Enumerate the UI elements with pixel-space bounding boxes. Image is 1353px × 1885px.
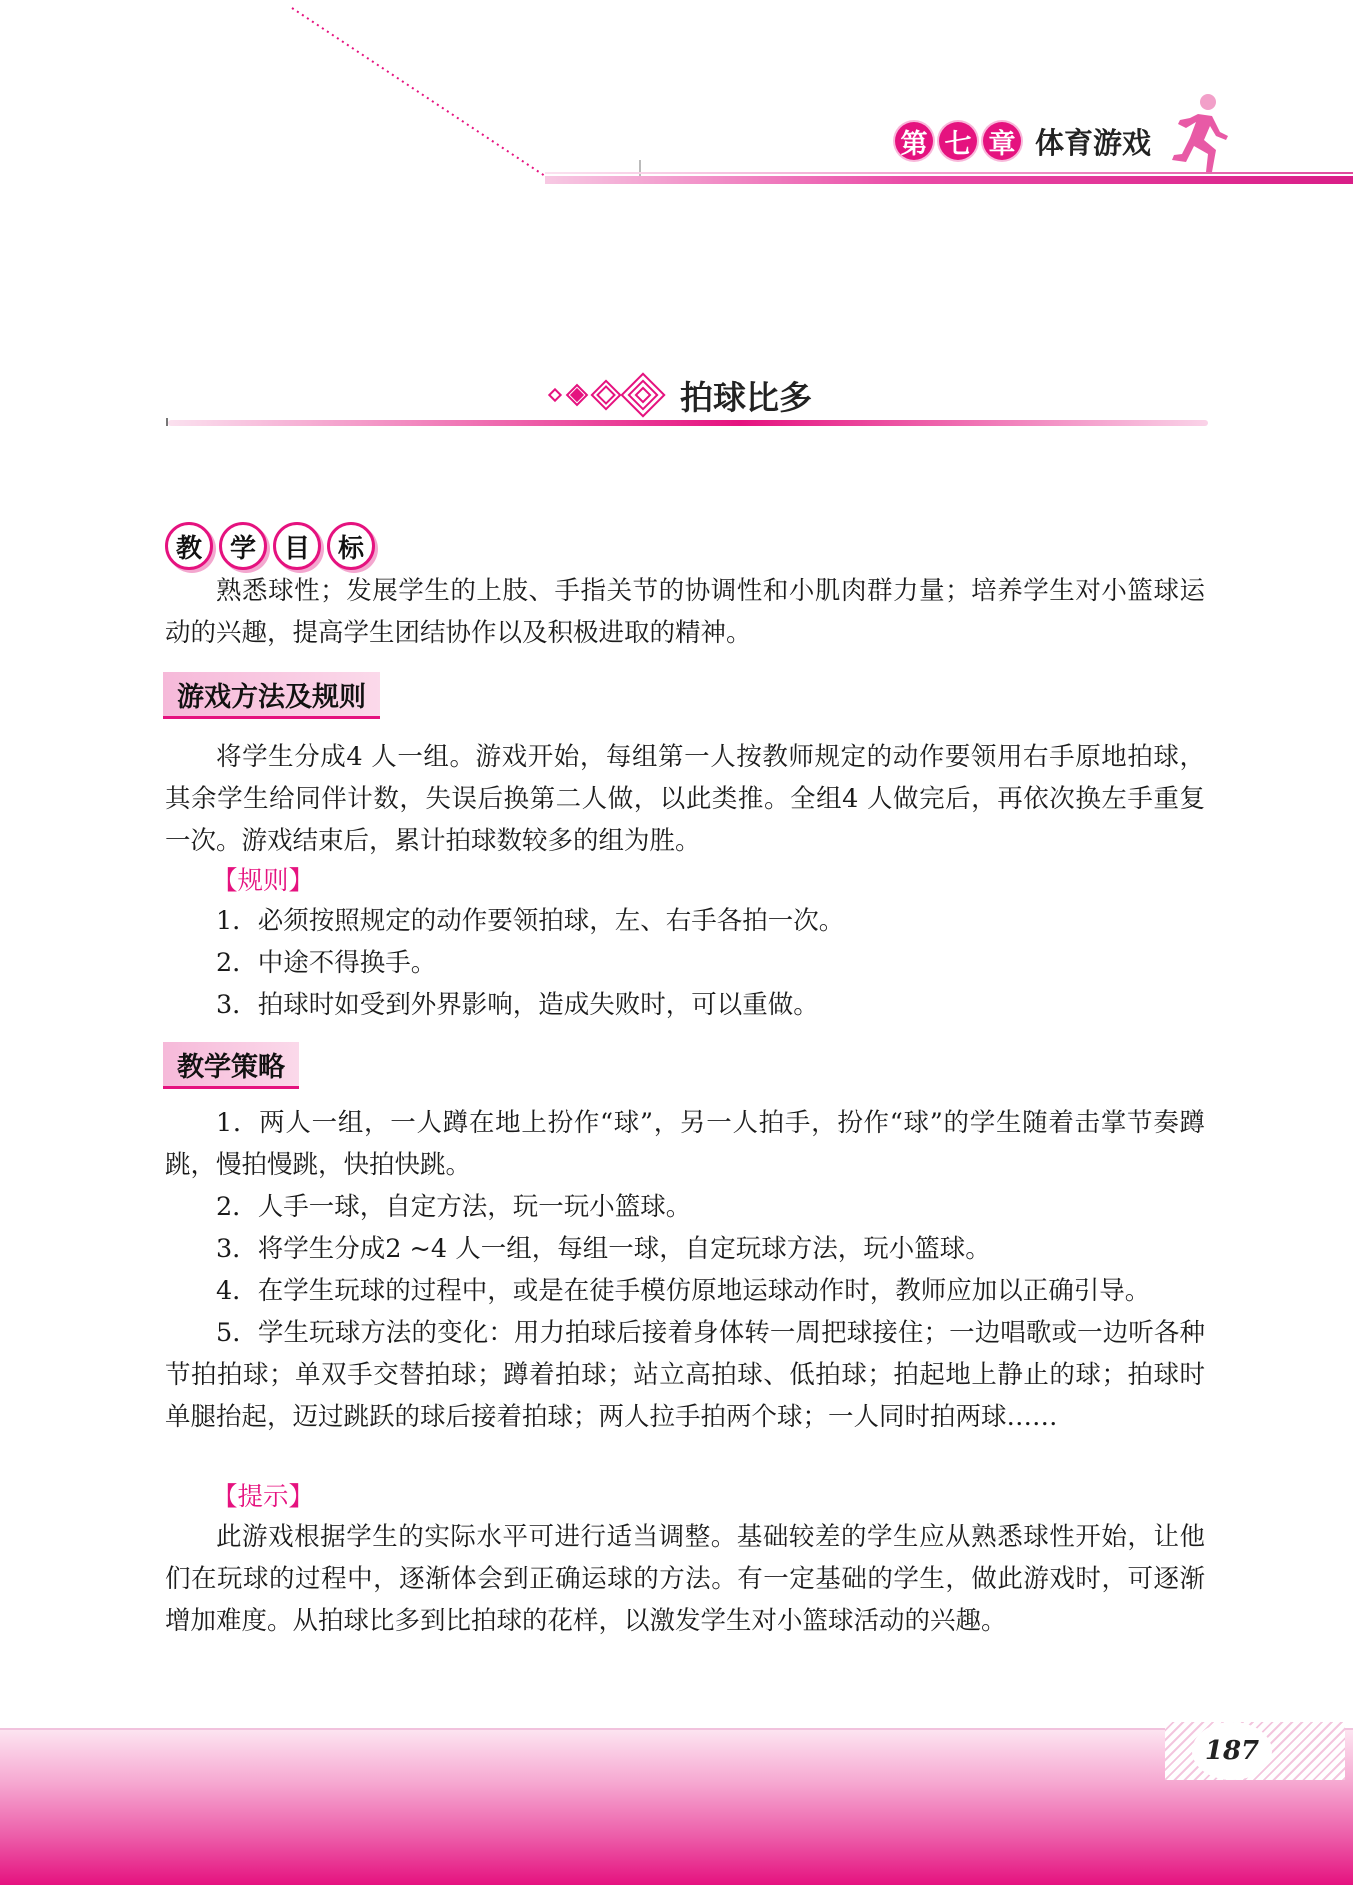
objectives-heading-char: 教: [165, 522, 213, 570]
game-title: 拍球比多: [680, 377, 812, 417]
objectives-heading: [165, 522, 375, 570]
footer-line: [0, 1728, 1353, 1730]
rules-label: 【规则】: [212, 866, 315, 896]
strategy-heading: 教学策略: [163, 1042, 299, 1089]
page-number: 187: [1192, 1722, 1272, 1780]
tip-text: 此游戏根据学生的实际水平可进行适当调整。基础较差的学生应从熟悉球性开始，让他们在玩球的过程中，逐渐体会到正确运球的方法。有一定基础的学生，做此游戏时，可逐渐增加难度。从拍球比多到比拍球的花样，以激发学生对小篮球活动的兴趣。: [165, 1522, 1205, 1636]
chapter-char: 章: [983, 122, 1021, 160]
objectives-text: 熟悉球性；发展学生的上肢、手指关节的协调性和小肌肉群力量；培养学生对小篮球运动的兴趣，提高学生团结协作以及积极进取的精神。: [165, 576, 1205, 648]
methods-text: 将学生分成4 人一组。游戏开始，每组第一人按教师规定的动作要领用右手原地拍球，其余学生给同伴计数，失误后换第二人做，以此类推。全组4 人做完后，再依次换左手重复一次。游戏结束后，累计拍球数较多的组为胜。: [165, 742, 1205, 856]
game-title-row: [548, 372, 812, 418]
strategy-item: 2．人手一球，自定方法，玩一玩小篮球。: [216, 1192, 692, 1222]
chapter-title: 体育游戏: [1035, 125, 1152, 160]
tip-label: 【提示】: [212, 1482, 315, 1512]
objectives-heading-char: 目: [273, 522, 321, 570]
methods-heading: 游戏方法及规则: [163, 672, 380, 719]
header-rule: [545, 176, 1353, 184]
strategy-item: 1．两人一组，一人蹲在地上扮作“球”，另一人拍手，扮作“球”的学生随着击掌节奏蹲跳，慢拍慢跳，快拍快跳。: [165, 1108, 1205, 1180]
diamond-ornament-icon: [548, 372, 666, 418]
rule-item: 1．必须按照规定的动作要领拍球，左、右手各拍一次。: [216, 906, 845, 936]
strategy-item: 4．在学生玩球的过程中，或是在徒手模仿原地运球动作时，教师应加以正确引导。: [216, 1276, 1151, 1306]
rule-item: 3．拍球时如受到外界影响，造成失败时，可以重做。: [216, 990, 819, 1020]
rule-item: 2．中途不得换手。: [216, 948, 437, 978]
chapter-label: [895, 118, 1151, 164]
strategy-item: 5．学生玩球方法的变化：用力拍球后接着身体转一周把球接住；一边唱歌或一边听各种节拍拍球；单双手交替拍球；蹲着拍球；站立高拍球、低拍球；拍起地上静止的球；拍球时单腿抬起，迈过跳跃的球后接着拍球；两人拉手拍两个球；一人同时拍两球……: [165, 1318, 1205, 1432]
objectives-heading-char: 标: [327, 522, 375, 570]
objectives-heading-char: 学: [219, 522, 267, 570]
chapter-char: 第: [895, 122, 933, 160]
strategy-item: 3．将学生分成2 ~4 人一组，每组一球，自定玩球方法，玩小篮球。: [216, 1234, 991, 1264]
chapter-char: 七: [939, 122, 977, 160]
runner-icon: [1168, 92, 1232, 174]
footer-band: [0, 1728, 1353, 1885]
title-rule: [168, 420, 1208, 426]
